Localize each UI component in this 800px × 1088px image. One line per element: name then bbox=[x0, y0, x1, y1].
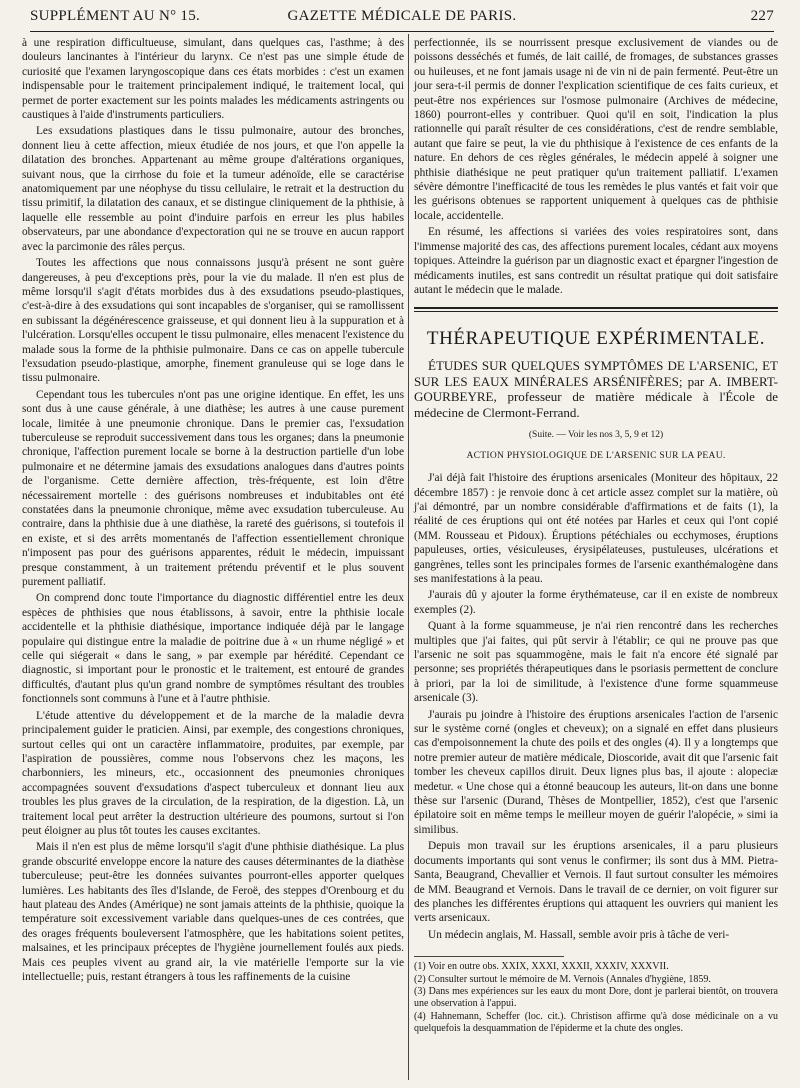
supplement-label: SUPPLÉMENT AU N° 15. bbox=[30, 8, 201, 24]
paragraph: perfectionnée, ils se nourrissent presque exclusivement de viandes ou de poissons desséchés et fumés, de lait caillé, de fromages, de substances grasses ou huileuses, et ne font jamais usage ni de vin ni de pain fermenté. Peut-être un jour sera-t-il permis de donner l'explication scientifique de ces faits curieux, et peut-être nos expériences sur l'osmose pulmonaire (Archives de médecine, 1860) pourront-elles y contribuer. Quoi qu'il en soit, l'indication la plus rationnelle qui paraît résulter de ces considérations, c'est de rendre semblable, autant que faire se peut, la vie du phthisique à l'existence de ces enfants de la nature. En dehors de ces règles générales, le médecin appelé à soigner une phthisie diathésique ne peut pratiquer qu'un traitement palliatif. L'examen sévère démontre l'inefficacité de tous les remèdes le plus vantés et fait voir que les guérisons obtenues se rapportent uniquement à quelques cas de phthisie locale, accidentelle. bbox=[414, 37, 778, 222]
paragraph: J'ai déjà fait l'histoire des éruptions arsenicales (Moniteur des hôpitaux, 22 décembre 1857) : je renvoie donc à cet article assez complet sur la matière, où j'ai démontré, par un nombre considérable d'affirmations et de faits (1), la réalité de ces éruptions qui ont été notées par Harles et ceux qui l'ont copié (MM. Rousseau et Pidoux). Éruptions pétéchiales ou ecchymoses, éruptions papuleuses, orties, vésiculeuses, érysipélateuses, pustuleuses, ulcérations et gangrènes, telles sont les principales formes de l'arsenic exanthémalogène dans ses manifestations à la peau. bbox=[414, 472, 778, 585]
left-column bbox=[22, 36, 404, 984]
paragraph: J'aurais pu joindre à l'histoire des éruptions arsenicales l'action de l'arsenic sur le système corné (ongles et cheveux); on a signalé en effet dans plusieurs cas d'empoisonnement la chute des poils et des ongles (4). Il y a longtemps que notre premier auteur de matière médicale, Dioscoride, avait dit que l'arsenic fait tomber les cheveux capillos diruit. Deux lignes plus bas, il ajoute : alopeciæ medetur. « Une chose qui a étonné beaucoup les auteurs, lit-on dans une bonne thèse sur l'arsenic (Durand, Thèses de Montpellier, 1852), c'est que l'arsenic épilatoire soit en même temps le meilleur moyen de guérir l'alopécie, » simi ia similibus. bbox=[414, 708, 778, 836]
section-rule bbox=[414, 307, 778, 309]
footnote: (2) Consulter surtout le mémoire de M. Vernois (Annales d'hygiène, 1859. bbox=[414, 973, 711, 985]
section-title: THÉRAPEUTIQUE EXPÉRIMENTALE. bbox=[426, 328, 766, 350]
footnote: (3) Dans mes expériences sur les eaux du mont Dore, dont je parlerai bientôt, on trouvera une observation à l'appui. bbox=[414, 985, 778, 1010]
column-rule bbox=[408, 34, 409, 1080]
paragraph: à une respiration difficultueuse, simulant, dans quelques cas, l'asthme; à des douleurs lancinantes à l'intérieur du larynx. Ce n'est pas une simple étude de curiosité que l'examen laryngoscopique dans ces états morbides : c'est un examen indispensable pour le traitement principalement indiqué, le traitement local, qui permet de porter exactement sur les points malades les médicaments astringents ou caustiques à l'aide d'instruments particuliers. bbox=[22, 37, 404, 122]
footnote: (1) Voir en outre obs. XXIX, XXXI, XXXII, XXXIV, XXXVII. bbox=[414, 961, 669, 973]
header-rule bbox=[30, 31, 774, 32]
section-rule-thin bbox=[414, 311, 778, 312]
right-column bbox=[414, 36, 778, 1036]
footnotes bbox=[414, 961, 778, 1035]
paragraph: L'étude attentive du développement et de la marche de la maladie devra principalement guider le praticien. Ainsi, par exemple, des congestions chroniques, surtout celles qui ont un caractère inflammatoire, produites, par exemple, par l'aspiration de poussières, comme nous l'observons chez les maçons, les charbonniers, les mineurs, etc., occasionnent des pneumonies chroniques accompagnées souvent d'exsudations d'aspect tuberculeux et donnant lieu aux troubles les plus graves de la circulation, de la respiration, de la digestion. Là, un traitement local peut arrêter la destruction ultérieure des poumons, surtout si l'on peut éloigner au plus tôt toutes les causes excitantes. bbox=[22, 709, 404, 837]
paragraph: Toutes les affections que nous connaissons jusqu'à présent ne sont guère dangereuses, à peu d'exceptions près, pour la vie du malade. Il n'en est plus de même lorsqu'il s'agit d'états morbides dus à des exsudations pseudo-plastiques, c'est-à-dire à des exsudations qui sont incapables de s'organiser, qui se ramollissent en subissant la dégénérescence graisseuse, et qui donnent lieu à la suppuration et à l'ulcération. Lorsqu'elles occupent le tissu pulmonaire, elles menacent l'existence du malade sous la forme de la phthisie pulmonaire. Dans ce cas on appelle tubercule l'exsudation pseudo-plastique, amorphe, finement granuleuse qui se loge dans le tissu pulmonaire. bbox=[22, 257, 404, 385]
page-number: 227 bbox=[750, 8, 774, 24]
footnote: (4) Hahnemann, Scheffer (loc. cit.). Christison affirme qu'à dose médicinale on a vu quelquefois la desquammation de l'épiderme et la chute des ongles. bbox=[414, 1010, 778, 1035]
footnote-rule bbox=[414, 956, 564, 957]
paragraph: On comprend donc toute l'importance du diagnostic différentiel entre les deux espèces de phthisies que nous établissons, à savoir, entre la phthisie locale accidentelle et la phthisie diathésique, importance indiquée déjà par le langage populaire qui distingue entre la maladie de poitrine due à « un rhume négligé » et celle qui siégerait « dans le sang, » par exemple par hérédité. Cependant ce diagnostic, si important pour le pronostic et le traitement, est entouré de grandes difficultés, d'autant plus qu'un grand nombre de symptômes résultant des troubles fonctionnels sont communs à l'une et à l'autre phthisie. bbox=[22, 592, 404, 706]
paragraph: Les exsudations plastiques dans le tissu pulmonaire, autour des bronches, donnent lieu à cette affection, mieux étudiée de nos jours, et que l'on appelle la dilatation des bronches. Appartenant au même groupe d'altérations organiques, suivant nous, que la cirrhose du foie et la tumeur adénoïde, elle se caractérise anatomiquement par une néophyse du tissu cellulaire, le retrait et la destruction du tissu primitif, la dilatation des canaux, et se distingue cliniquement de la phthisie, à laquelle elle ressemble au point d'induire parfois en erreur les plus habiles observateurs, par une abondance d'expectoration qui ne se trouve en aucun rapport avec la parcimonie des râles perçus. bbox=[22, 125, 404, 253]
suite-note: (Suite. — Voir les nos 3, 5, 9 et 12) bbox=[528, 430, 664, 441]
paragraph: Mais il n'en est plus de même lorsqu'il s'agit d'une phthisie diathésique. La plus grande obscurité enveloppe encore la nature des causes déterminantes de la diathèse tuberculeuse; peut-être les données suivantes pourront-elles apporter quelques lumières. Les habitants des îles d'Islande, de Feroë, des steppes d'Orenbourg et du haut plateau des Andes (Amérique) ne sont jamais atteints de la phthisie, quoique la température soit excessivement variable dans quelques-unes de ces contrées, que des orages fréquents bouleversent l'atmosphère, que les habitations soient petites, malsaines, et les principaux préceptes de l'hygiène journellement foulés aux pieds. Mais ces peuples vivent au grand air, la vie matérielle l'emporte sur la vie intellectuelle; puis, restant étrangers à tous les raffinements de la cuisine bbox=[22, 841, 404, 983]
subsection-heading: ACTION PHYSIOLOGIQUE DE L'ARSENIC SUR LA PEAU. bbox=[466, 450, 726, 461]
paragraph: Quant à la forme squammeuse, je n'ai rien rencontré dans les recherches multiples que j'ai faites, qui pût servir à l'établir; ce qui ne prouve pas que l'arsenic ne soit pas squammogène, mais le fait n'a encore été signalé par personne; ses propriétés thérapeutiques dans le psoriasis permettent de conclure à priori, par la loi de similitude, à l'existence d'une forme squammeuse arsenicale (3). bbox=[414, 620, 778, 705]
paragraph: J'aurais dû y ajouter la forme érythémateuse, car il en existe de nombreux exemples (2). bbox=[414, 589, 778, 616]
paragraph: En résumé, les affections si variées des voies respiratoires sont, dans l'immense majorité des cas, des affections purement locales, cédant aux moyens topiques. Atteindre la guérison par un diagnostic exact et épargner l'ingestion de médicaments inutiles, est sans contredit un résultat pratique qui doit satisfaire autant le médecin que le malade. bbox=[414, 226, 778, 296]
section-subtitle: ÉTUDES SUR QUELQUES SYMPTÔMES DE L'ARSENIC, ET SUR LES EAUX MINÉRALES ARSÉNIFÈRES; par A. IMBERT-GOURBEYRE, professeur de matière médicale à l'École de médecine de Clermont-Ferrand. bbox=[414, 358, 778, 420]
paragraph: Cependant tous les tubercules n'ont pas une origine identique. En effet, les uns sont dus à une cause générale, à une diathèse; les autres à une cause purement locale, limitée à une pneumonie chronique. Dans le premier cas, l'exsudation tuberculeuse se reproduit successivement dans tous les organes; dans la pneumonie chronique, l'affection purement locale se borne à la destruction partielle d'un lobe pulmonaire et ne détermine jamais des exsudations analogues dans d'autres points de l'organisme. Cette dernière affection, très-fréquente, est loin d'être nécessairement mortelle : des guérisons nombreuses et indubitables ont été constatées dans la pneumonie chronique, même avec exsudation tuberculeuse. Au contraire, dans la phthisie due à une diathèse, la rareté des guérisons, si toutefois il en existe, et si des arrêts momentanés de l'affection essentiellement chronique n'imposent pas pour des guérisons apparentes, réduit le médecin, impuissant presque constamment, à un traitement prétendu préventif et le plus souvent purement palliatif. bbox=[22, 388, 404, 589]
paragraph: Un médecin anglais, M. Hassall, semble avoir pris à tâche de veri- bbox=[428, 928, 730, 941]
paragraph: Depuis mon travail sur les éruptions arsenicales, il a paru plusieurs documents importants qui sont venus le confirmer; ils sont dus à MM. Pietra-Santa, Beaugrand, Chevallier et Vernois. Il faut surtout consulter les mémoires de MM. Beaugrand et Vernois. Dans le travail de ce dernier, on voit figurer sur des planches les différentes éruptions qui attaquent les ouvriers qui manient les verts arsenicaux. bbox=[414, 840, 778, 925]
journal-title: GAZETTE MÉDICALE DE PARIS. bbox=[287, 8, 517, 24]
page-header bbox=[30, 8, 774, 30]
